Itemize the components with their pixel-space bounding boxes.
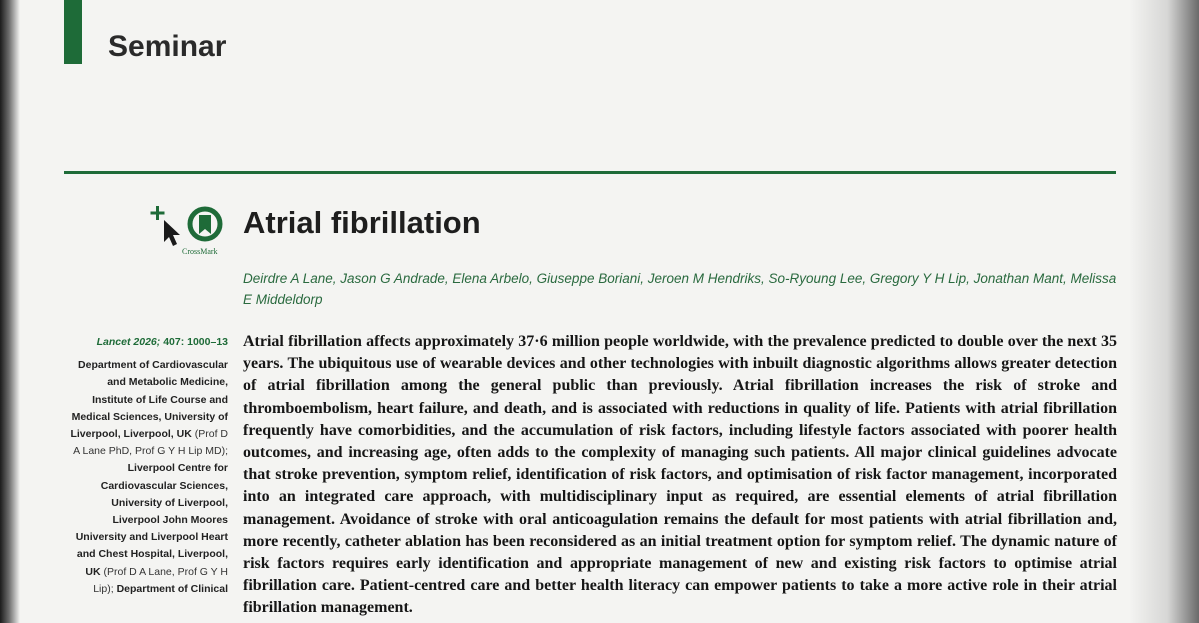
header-divider [64, 171, 1116, 174]
affiliation-3: Department of Clinical [116, 582, 228, 595]
author-list: Deirdre A Lane, Jason G Andrade, Elena Arbelo, Giuseppe Boriani, Jeroen M Hendriks, So-Ryoung Lee, Gregory Y H Lip, Jonathan Mant, Melissa E Middeldorp [243, 271, 1117, 307]
article-title: Atrial fibrillation [243, 205, 481, 240]
affiliation-1-authors: (Prof D A Lane PhD, Prof G Y H Lip MD); [73, 428, 228, 458]
affiliation-1: Department of Cardiovascular and Metabolic Medicine, Institute of Life Course and Medical Sciences, University of Liverpool, Liverpool, UK [70, 359, 228, 441]
citation[interactable] [66, 334, 228, 351]
citation-journal: Lancet 2026; [96, 336, 161, 348]
affiliation-2: Liverpool Centre for Cardiovascular Sciences, University of Liverpool, Liverpool John Moores University and Liverpool Heart and Chest Hospital, Liverpool, UK [75, 462, 228, 578]
section-tab-marker [64, 0, 82, 64]
section-label: Seminar [108, 30, 227, 63]
page-edge-shadow-left [0, 0, 20, 623]
affiliations-sidebar [66, 334, 228, 598]
page-edge-shadow-right [1129, 0, 1199, 623]
crossmark-label: CrossMark [182, 247, 218, 256]
affiliation-2-authors: (Prof D A Lane, Prof G Y H Lip); [93, 565, 228, 595]
abstract-text: Atrial fibrillation affects approximately 37·6 million people worldwide, with the prevalence predicted to double over the next 35 years. The ubiquitous use of wearable devices and other technologies with inbuilt diagnostic algorithms allows greater detection of atrial fibrillation among the general public than previously. Atrial fibrillation increases the risk of stroke and thromboembolism, heart failure, and death, and is associated with reductions in quality of life. Patients with atrial fibrillation frequently have comorbidities, and the accumulation of risk factors, including lifestyle factors associated with poorer health outcomes, and increasing age, often adds to the complexity of managing such patients. All major clinical guidelines advocate that stroke prevention, symptom relief, identification of risk factors, and optimisation of risk factor management, incorporated into an integrated care approach, with multidisciplinary input as required, are essential elements of atrial fibrillation management. Avoidance of stroke with oral anticoagulation remains the default for most patients with atrial fibrillation and, more recently, catheter ablation has been reconsidered as an initial treatment option for symptom relief. The dynamic nature of risk factors requires early identification and appropriate management of new and existing risk factors to optimise atrial fibrillation care. Patient-centred care and better health literacy can empower patients to take a more active role in their atrial fibrillation management. [243, 333, 1117, 617]
citation-volume: 407: 1000–13 [163, 336, 228, 348]
